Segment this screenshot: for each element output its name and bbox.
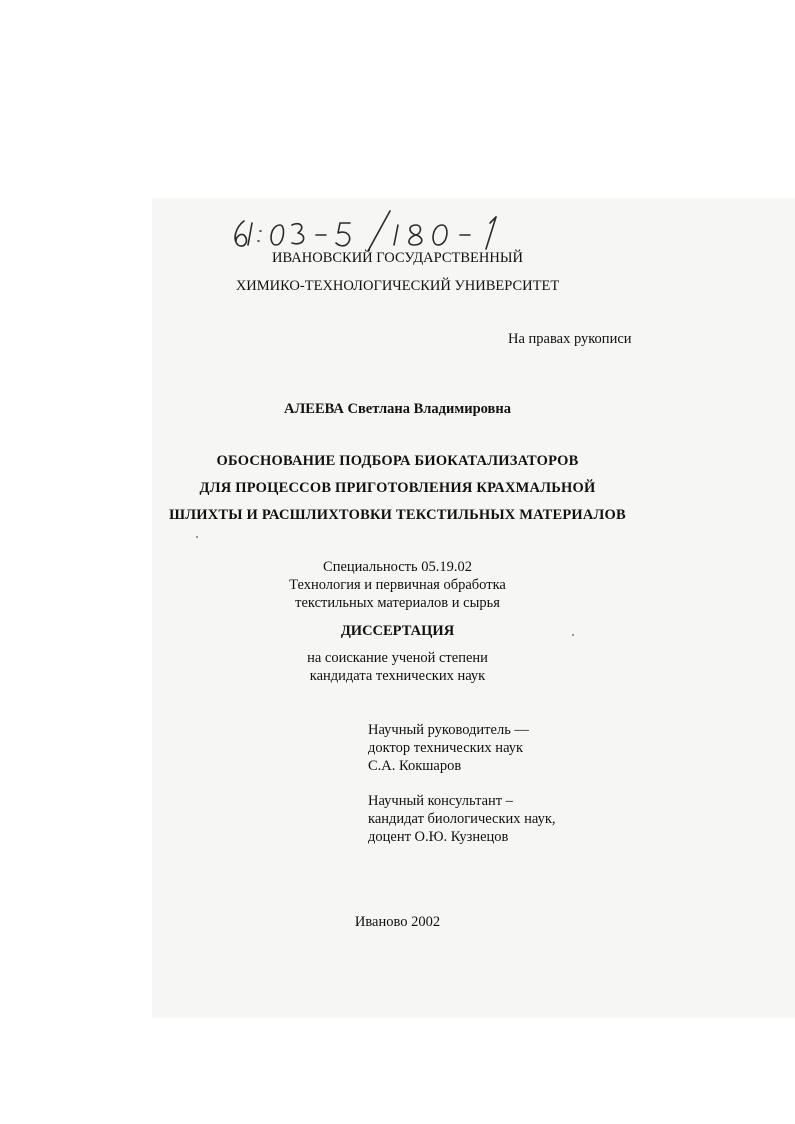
degree-line-2: кандидата технических наук: [309, 668, 486, 684]
title-line-2: ДЛЯ ПРОЦЕССОВ ПРИГОТОВЛЕНИЯ КРАХМАЛЬНОЙ: [199, 480, 596, 496]
supervisor-degree: доктор технических наук: [368, 740, 524, 756]
title-line-1: ОБОСНОВАНИЕ ПОДБОРА БИОКАТАЛИЗАТОРОВ: [216, 453, 579, 469]
consultant-name: доцент О.Ю. Кузнецов: [368, 829, 509, 845]
supervisor-role: Научный руководитель —: [368, 722, 529, 738]
specialty-name-1: Технология и первичная обработка: [289, 577, 506, 593]
institution-line-1: ИВАНОВСКИЙ ГОСУДАРСТВЕННЫЙ: [272, 250, 523, 266]
consultant-role: Научный консультант –: [368, 793, 513, 809]
consultant-degree: кандидат биологических наук,: [368, 811, 556, 827]
title-line-3: ШЛИХТЫ И РАСШЛИХТОВКИ ТЕКСТИЛЬНЫХ МАТЕРИАЛОВ: [169, 507, 626, 523]
handwriting-strokes: [228, 205, 538, 253]
rights-note: На правах рукописи: [508, 331, 632, 347]
scan-speck: [196, 536, 198, 538]
degree-line-1: на соискание ученой степени: [307, 650, 488, 666]
city-year: Иваново 2002: [354, 914, 441, 930]
institution-line-2: ХИМИКО-ТЕХНОЛОГИЧЕСКИЙ УНИВЕРСИТЕТ: [235, 278, 560, 294]
author-name: АЛЕЕВА Светлана Владимировна: [284, 401, 511, 417]
handwritten-archive-code: [228, 205, 538, 253]
specialty-name-2: текстильных материалов и сырья: [295, 595, 500, 611]
document-type: ДИССЕРТАЦИЯ: [340, 623, 455, 639]
supervisor-name: С.А. Кокшаров: [368, 758, 462, 774]
specialty-code: Специальность 05.19.02: [323, 559, 472, 575]
scan-speck: [572, 634, 574, 636]
